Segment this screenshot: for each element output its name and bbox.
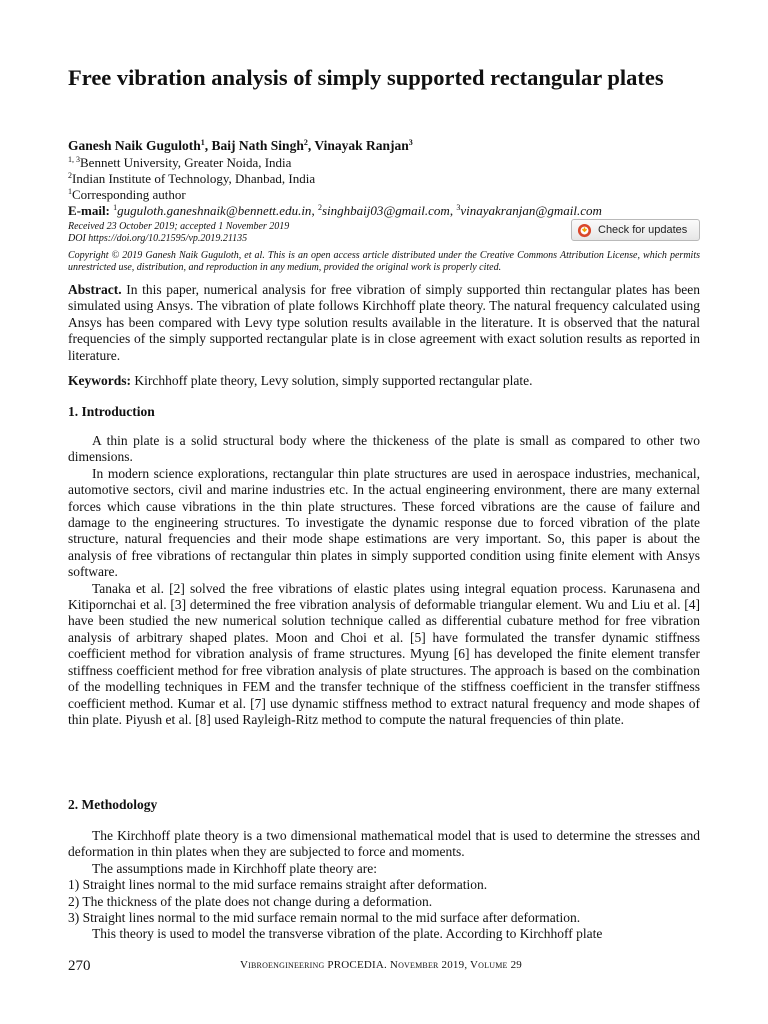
email-link[interactable]: guguloth.ganeshnaik@bennett.edu.in xyxy=(117,203,312,218)
list-item: 3) Straight lines normal to the mid surface remain normal to the mid surface after deformation. xyxy=(68,910,581,926)
paragraph: This theory is used to model the transverse vibration of the plate. According to Kirchhoff plate xyxy=(92,926,603,942)
author: Ganesh Naik Guguloth$^1$, xyxy=(68,138,212,153)
affiliation-line: $^2$Indian Institute of Technology, Dhanbad, India xyxy=(68,171,316,186)
author: Vinayak Ranjan$^3$ xyxy=(314,138,413,153)
methodology-body xyxy=(68,828,700,943)
affiliation-line: $^{1, 3}$Bennett University, Greater Noida, India xyxy=(68,155,292,170)
paragraph: Tanaka et al. [2] solved the free vibrations of elastic plates using integral equation process. Karunasena and Kitipornchai et al. [3] determined the free vibration analysis of deformable triangular element. Wu and Liu et al. [4] have been studied the new numerical solution technique called as differential cubature method for free vibration analysis of arbitrary shaped plates. Moon and Choi et al. [5] have formulated the transfer dynamic stiffness coefficient method for vibration analysis of frame structures. Myung [6] has developed the finite element transfer stiffness coefficient method for free vibration analysis of plate structures. The approach is based on the combination of the modelling techniques in FEM and the transfer technique of the stiffness coefficient in the transfer stiffness coefficient method. Kumar et al. [7] use dynamic stiffness method to extract natural frequency and mode shapes of thin plate. Piyush et al. [8] used Rayleigh-Ritz method to compute the natural frequencies of thin plate. xyxy=(68,580,700,727)
abstract-text: In this paper, numerical analysis for free vibration of simply supported thin rectangular plates has been simulated using Ansys. The vibration of plate follows Kirchhoff plate theory. The natural frequency calculated using Ansys has been compared with Levy type solution results available in the literature. It is observed that the natural frequencies of the simply supported rectangular plate is in close agreement with exact solution results as reported in literature. xyxy=(68,282,700,363)
paragraph: In modern science explorations, rectangular thin plate structures are used in aerospace industries, mechanical, automotive sectors, civil and marine industries etc. In the actual engineering environment, there are many external forces which cause vibrations in the thin plate structures. These forced vibrations are the cause of failure and damage to the engineering structures. To investigate the dynamic response due to forced vibration of the plate structure, natural frequencies and their mode shape estimations are very important. So, this paper is about the analysis of free vibrations of rectangular thin plates in simply supported condition using finite element with Ansys software. xyxy=(68,465,700,580)
abstract-label: Abstract. xyxy=(68,282,122,297)
email-label: E-mail: xyxy=(68,203,110,218)
paragraph: The assumptions made in Kirchhoff plate theory are: xyxy=(92,860,378,876)
paper-title: Free vibration analysis of simply supported rectangular plates xyxy=(68,65,664,90)
email-link[interactable]: singhbaij03@gmail.com xyxy=(321,203,450,218)
affiliations xyxy=(68,155,700,219)
paragraph: A thin plate is a solid structural body where the thickeness of the plate is small as compared to other two dimensions. xyxy=(68,433,700,465)
author: Baij Nath Singh$^2$, xyxy=(211,138,315,153)
list-item: 1) Straight lines normal to the mid surface remains straight after deformation. xyxy=(68,877,488,893)
author-list xyxy=(68,138,700,154)
copyright-notice: Copyright © 2019 Ganesh Naik Guguloth, et al. This is an open access article distributed under the Creative Commons Attribution License, which permits unrestricted use, distribution, and reproduction in any medium, provided the original work is properly cited. xyxy=(68,250,700,273)
section-heading-methodology: 2. Methodology xyxy=(68,797,158,812)
page-number: 270 xyxy=(68,958,91,974)
keywords-label: Keywords: xyxy=(68,373,131,388)
page-footer xyxy=(68,958,700,976)
introduction-body xyxy=(68,433,700,728)
keywords-text: Kirchhoff plate theory, Levy solution, simply supported rectangular plate. xyxy=(134,373,533,388)
list-item: 2) The thickness of the plate does not change during a deformation. xyxy=(68,893,433,909)
journal-name: Vibroengineering PROCEDIA. November 2019, Volume 29 xyxy=(240,959,522,971)
paragraph: The Kirchhoff plate theory is a two dimensional mathematical model that is used to determine the stresses and deformation in thin plates when they are subjected to force and moments. xyxy=(68,828,700,860)
email-link[interactable]: vinayakranjan@gmail.com xyxy=(460,203,602,218)
keywords xyxy=(68,373,700,389)
check-for-updates-label: Check for updates xyxy=(598,224,688,236)
doi-link[interactable]: DOI https://doi.org/10.21595/vp.2019.21135 xyxy=(68,233,248,244)
check-for-updates-icon xyxy=(577,223,592,238)
email-line: E-mail: $^1$guguloth.ganeshnaik@bennett.edu.in, $^2$singhbaij03@gmail.com, $^3$vinayakranjan@gmail.com xyxy=(68,203,602,218)
section-heading-introduction: 1. Introduction xyxy=(68,404,155,419)
publication-dates xyxy=(68,221,548,245)
abstract xyxy=(68,282,700,364)
check-for-updates-button[interactable] xyxy=(571,219,700,241)
received-date: Received 23 October 2019; accepted 1 November 2019 xyxy=(68,221,290,232)
affiliation-line: $^1$Corresponding author xyxy=(68,187,186,202)
